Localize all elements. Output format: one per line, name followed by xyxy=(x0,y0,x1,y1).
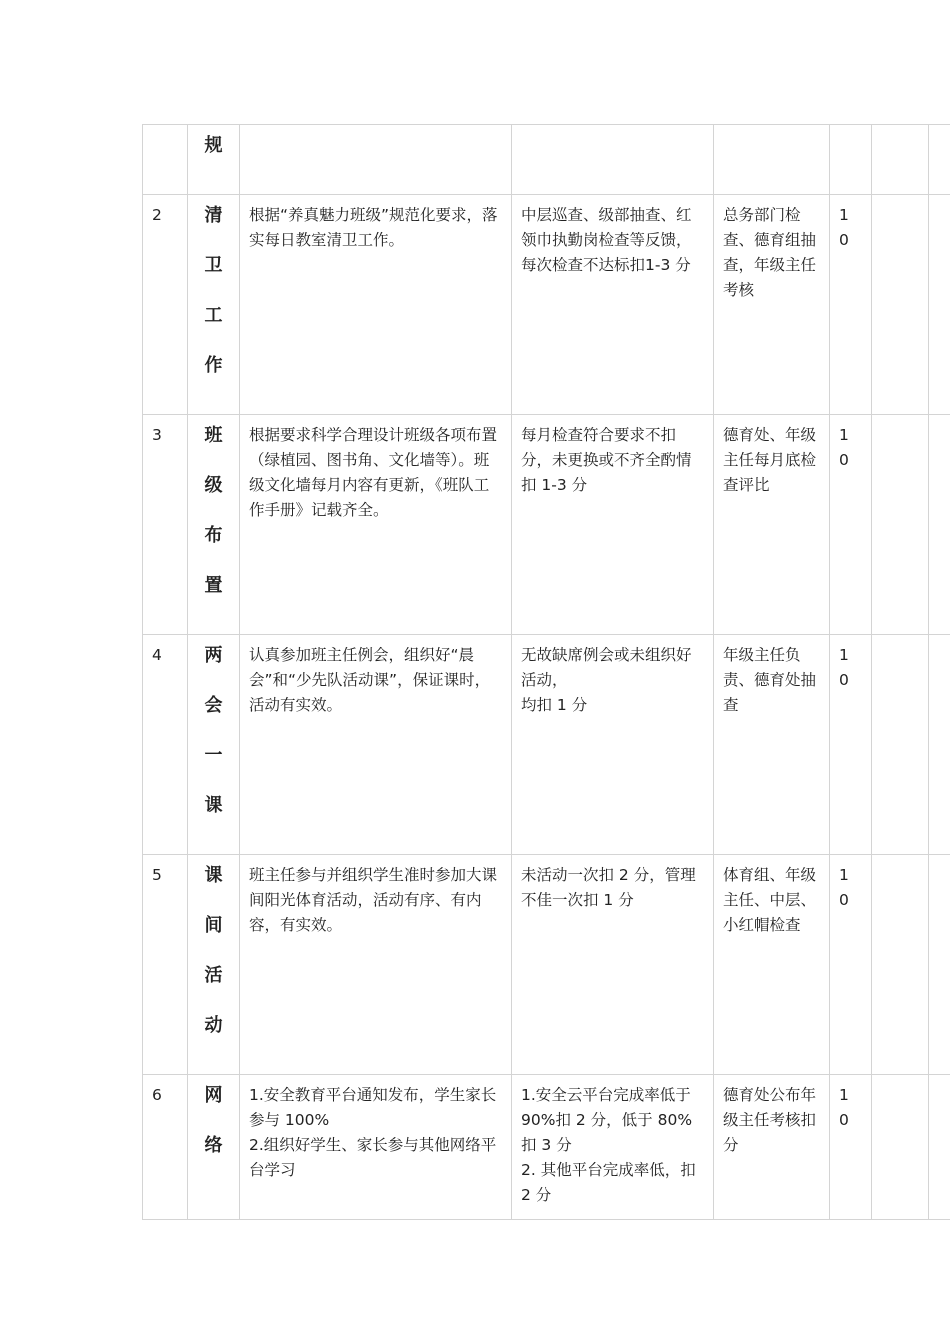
method-cell: 无故缺席例会或未组织好活动， 均扣 1 分 xyxy=(512,635,714,855)
empty-cell xyxy=(872,415,929,635)
empty-cell xyxy=(872,125,929,195)
title-char: 动 xyxy=(204,1015,223,1036)
title-char: 班 xyxy=(204,425,223,446)
row-title xyxy=(188,635,240,855)
title-char: 作 xyxy=(204,355,223,376)
row-index xyxy=(143,125,188,195)
standard-cell xyxy=(240,125,512,195)
row-title xyxy=(188,125,240,195)
table-row xyxy=(143,1075,950,1220)
assessor-cell xyxy=(714,125,830,195)
title-char: 级 xyxy=(204,475,223,496)
title-char: 两 xyxy=(204,645,223,666)
title-char: 卫 xyxy=(204,255,223,276)
score-cell: 1 0 xyxy=(830,195,872,415)
table-row xyxy=(143,415,950,635)
table-row xyxy=(143,195,950,415)
title-char: 布 xyxy=(204,525,223,546)
score-cell: 1 0 xyxy=(830,635,872,855)
assessment-table xyxy=(142,124,950,1220)
title-char: 工 xyxy=(204,305,223,326)
title-char: 课 xyxy=(204,795,223,816)
method-cell: 未活动一次扣 2 分，管理不佳一次扣 1 分 xyxy=(512,855,714,1075)
empty-cell xyxy=(929,195,950,415)
title-char: 活 xyxy=(204,965,223,986)
table-row xyxy=(143,635,950,855)
title-char: 置 xyxy=(204,575,223,596)
title-char: 络 xyxy=(204,1135,223,1156)
row-title xyxy=(188,195,240,415)
table-row xyxy=(143,855,950,1075)
empty-cell xyxy=(929,855,950,1075)
standard-cell: 班主任参与并组织学生准时参加大课间阳光体育活动，活动有序、有内容，有实效。 xyxy=(240,855,512,1075)
row-index: 3 xyxy=(143,415,188,635)
method-cell xyxy=(512,125,714,195)
method-cell: 每月检查符合要求不扣分，未更换或不齐全酌情扣 1-3 分 xyxy=(512,415,714,635)
empty-cell xyxy=(929,1075,950,1220)
row-title xyxy=(188,1075,240,1220)
title-char: 一 xyxy=(204,745,223,766)
standard-cell: 认真参加班主任例会，组织好“晨会”和“少先队活动课”，保证课时，活动有实效。 xyxy=(240,635,512,855)
row-index: 5 xyxy=(143,855,188,1075)
empty-cell xyxy=(929,635,950,855)
standard-cell: 根据要求科学合理设计班级各项布置（绿植园、图书角、文化墙等）。班级文化墙每月内容有更新，《班队工作手册》记载齐全。 xyxy=(240,415,512,635)
empty-cell xyxy=(929,415,950,635)
title-char: 课 xyxy=(204,865,223,886)
row-index: 2 xyxy=(143,195,188,415)
title-char: 间 xyxy=(204,915,223,936)
score-cell: 1 0 xyxy=(830,1075,872,1220)
empty-cell xyxy=(872,635,929,855)
score-cell xyxy=(830,125,872,195)
row-index: 6 xyxy=(143,1075,188,1220)
score-cell: 1 0 xyxy=(830,855,872,1075)
method-cell: 中层巡查、级部抽查、红领巾执勤岗检查等反馈，每次检查不达标扣1-3 分 xyxy=(512,195,714,415)
row-index: 4 xyxy=(143,635,188,855)
row-title xyxy=(188,855,240,1075)
score-cell: 1 0 xyxy=(830,415,872,635)
empty-cell xyxy=(929,125,950,195)
title-char: 网 xyxy=(204,1085,223,1106)
empty-cell xyxy=(872,1075,929,1220)
empty-cell xyxy=(872,195,929,415)
table-row xyxy=(143,125,950,195)
row-title xyxy=(188,415,240,635)
assessor-cell: 体育组、年级主任、中层、小红帽检查 xyxy=(714,855,830,1075)
assessor-cell: 年级主任负责、德育处抽查 xyxy=(714,635,830,855)
assessor-cell: 德育处公布年级主任考核扣分 xyxy=(714,1075,830,1220)
title-char: 清 xyxy=(204,205,223,226)
assessor-cell: 德育处、年级主任每月底检查评比 xyxy=(714,415,830,635)
empty-cell xyxy=(872,855,929,1075)
title-char: 规 xyxy=(204,135,223,156)
standard-cell: 1.安全教育平台通知发布，学生家长参与 100% 2.组织好学生、家长参与其他网络平台学习 xyxy=(240,1075,512,1220)
standard-cell: 根据“养真魅力班级”规范化要求，落实每日教室清卫工作。 xyxy=(240,195,512,415)
method-cell: 1.安全云平台完成率低于 90%扣 2 分，低于 80%扣 3 分 2. 其他平台完成率低，扣 2 分 xyxy=(512,1075,714,1220)
title-char: 会 xyxy=(204,695,223,716)
assessor-cell: 总务部门检查、德育组抽查，年级主任考核 xyxy=(714,195,830,415)
